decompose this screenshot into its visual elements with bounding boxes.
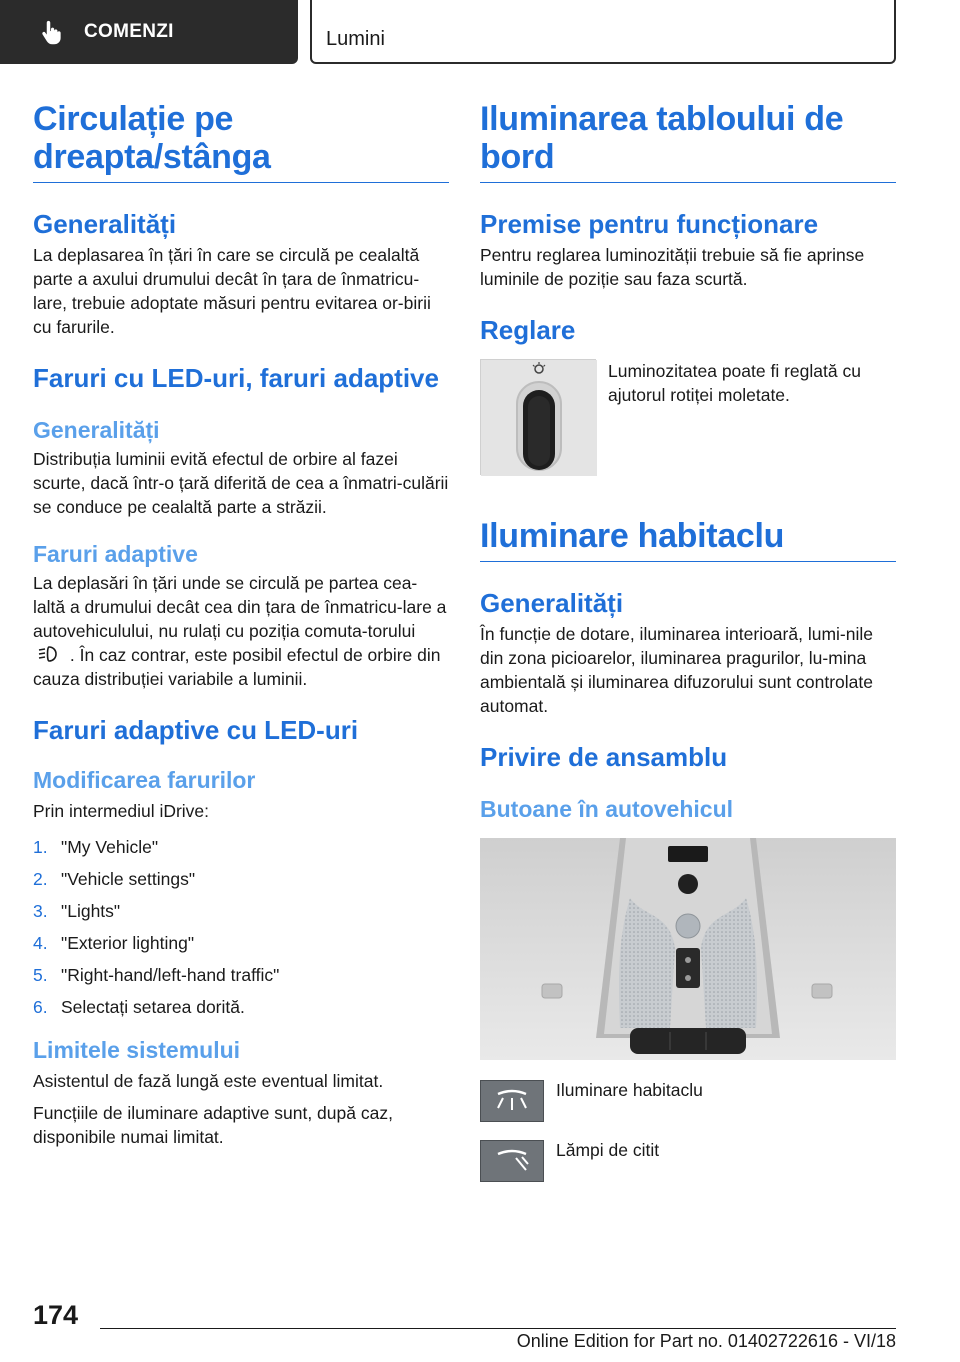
hand-pointer-icon bbox=[38, 18, 66, 46]
heading-buttons-in-vehicle: Butoane în autovehicul bbox=[480, 796, 734, 822]
thumbwheel-image bbox=[480, 359, 596, 475]
heading-instrument-lighting: Iluminarea tabloului de bord bbox=[480, 100, 896, 183]
idrive-steps-list bbox=[33, 835, 449, 1019]
heading-adaptive-headlights: Faruri adaptive bbox=[33, 541, 198, 567]
reading-light-icon bbox=[490, 1146, 534, 1176]
thumbwheel-icon bbox=[481, 360, 597, 476]
chapter-tab-label: COMENZI bbox=[84, 21, 174, 42]
heading-led-headlights: Faruri cu LED-uri, faruri adaptive bbox=[33, 363, 439, 393]
heading-general: Generalități bbox=[33, 209, 177, 239]
page-number: 174 bbox=[33, 1300, 79, 1330]
footer-divider bbox=[100, 1328, 896, 1329]
headlight-switch-icon bbox=[37, 644, 59, 664]
paragraph-adaptive bbox=[33, 571, 449, 691]
heading-adaptive-led: Faruri adaptive cu LED-uri bbox=[33, 715, 359, 745]
list-item: 3. "Lights" bbox=[33, 901, 121, 921]
adjust-row bbox=[480, 359, 896, 475]
chapter-tab[interactable] bbox=[0, 0, 298, 64]
heading-interior-lighting: Iluminare habitaclu bbox=[480, 517, 896, 562]
list-item: 1. "My Vehicle" bbox=[33, 837, 159, 857]
heading-prerequisites: Premise pentru funcționare bbox=[480, 209, 819, 239]
heading-modify-headlights: Modificarea farurilor bbox=[33, 767, 256, 793]
section-title: Lumini bbox=[310, 0, 896, 64]
paragraph-adaptive-part2: . În caz contrar, este posibil efectul de orbire din cauza distribuției variabile a luminii. bbox=[33, 645, 441, 689]
paragraph-prerequisites: Pentru reglarea luminozității trebuie să fie aprinse luminile de poziție sau faza scurtă. bbox=[480, 245, 865, 289]
paragraph-led-general: Distribuția luminii evită efectul de orbire al fazei scurte, dacă într-o țară diferită de cea a înmatri-culării se conduce pe cealaltă parte a străzii. bbox=[33, 449, 449, 517]
right-column bbox=[480, 100, 896, 1182]
paragraph-idrive: Prin intermediul iDrive: bbox=[33, 801, 210, 821]
left-column bbox=[33, 100, 449, 1149]
paragraph-limits-1: Asistentul de fază lungă este eventual limitat. bbox=[33, 1071, 384, 1091]
heading-adjust: Reglare bbox=[480, 315, 576, 345]
heading-system-limits: Limitele sistemului bbox=[33, 1037, 241, 1063]
paragraph-adjust: Luminozitatea poate fi reglată cu ajutorul rotiței moletate. bbox=[608, 361, 861, 405]
roof-console-illustration bbox=[480, 838, 896, 1060]
interior-light-row bbox=[480, 1080, 896, 1122]
reading-light-label: Lămpi de citit bbox=[556, 1140, 660, 1160]
paragraph-limits-2: Funcțiile de iluminare adaptive sunt, după caz, disponibile numai limitat. bbox=[33, 1103, 393, 1147]
list-item: 5. "Right-hand/left-hand traffic" bbox=[33, 965, 280, 985]
interior-light-label: Iluminare habitaclu bbox=[556, 1080, 703, 1100]
paragraph-interior-general: În funcție de dotare, iluminarea interioară, lumi-nile din zona picioarelor, iluminarea pragurilor, lu-mina ambientală și iluminarea difuzorului sunt controlate automat. bbox=[480, 624, 873, 716]
list-item: 2. "Vehicle settings" bbox=[33, 869, 196, 889]
heading-interior-general: Generalități bbox=[480, 588, 624, 618]
reading-light-row bbox=[480, 1140, 896, 1182]
paragraph-adaptive-part1: La deplasări în țări unde se circulă pe partea cea-laltă a drumului decât cea din țara de înmatricu-lare a autovehiculului, nu rulați cu poziția comuta-torului bbox=[33, 573, 447, 641]
list-item: 4. "Exterior lighting" bbox=[33, 933, 195, 953]
list-item: 6. Selectați setarea dorită. bbox=[33, 997, 245, 1017]
heading-right-left-traffic: Circulație pe dreapta/stânga bbox=[33, 100, 449, 183]
footer-edition: Online Edition for Part no. 01402722616 - VI/18 bbox=[516, 1331, 896, 1351]
heading-overview: Privire de ansamblu bbox=[480, 742, 728, 772]
roof-console-image bbox=[480, 838, 896, 1060]
reading-light-button[interactable] bbox=[480, 1140, 544, 1182]
heading-led-general: Generalități bbox=[33, 417, 160, 443]
interior-light-icon bbox=[490, 1086, 534, 1116]
interior-light-button[interactable] bbox=[480, 1080, 544, 1122]
paragraph-general: La deplasarea în țări în care se circulă pe cealaltă parte a axului drumului decât în țara de înmatricu-lare, trebuie adoptate măsuri pentru evitarea or-birii cu farurile. bbox=[33, 245, 431, 337]
